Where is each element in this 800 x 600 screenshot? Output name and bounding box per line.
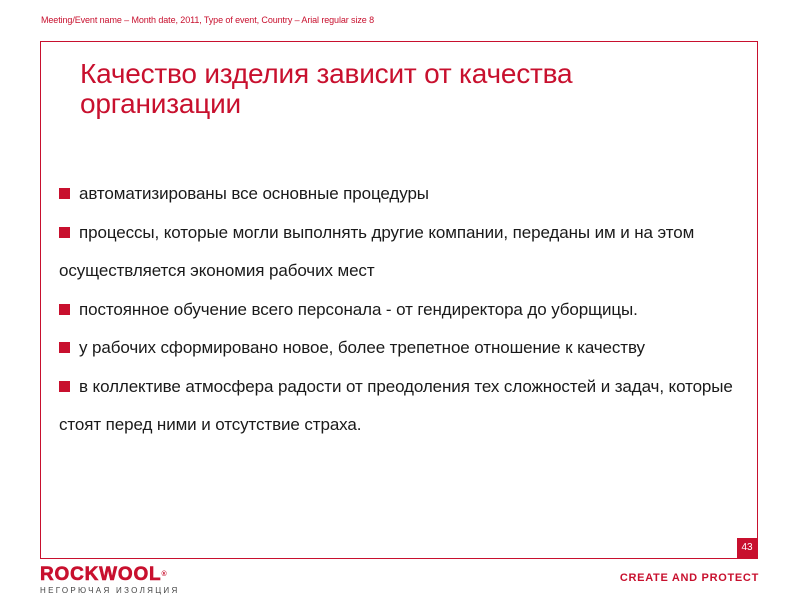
bullet-square-icon xyxy=(59,381,70,392)
bullet-square-icon xyxy=(59,188,70,199)
bullet-item xyxy=(59,175,749,214)
bullet-square-icon xyxy=(59,304,70,315)
logo-wordmark xyxy=(40,565,180,584)
bullet-item xyxy=(59,329,749,368)
bullet-item xyxy=(59,368,749,445)
rockwool-logo xyxy=(40,565,180,597)
bullet-item xyxy=(59,291,749,330)
event-meta-line: Meeting/Event name – Month date, 2011, Type of event, Country – Arial regular size 8 xyxy=(41,15,374,25)
logo-subtitle: НЕГОРЮЧАЯ ИЗОЛЯЦИЯ xyxy=(40,586,180,595)
brand-slogan: CREATE AND PROTECT xyxy=(619,572,759,584)
bullet-list xyxy=(59,175,749,445)
bullet-text: в коллективе атмосфера радости от преодоления тех сложностей и задач, которые стоят перед ними и отсутствие страха. xyxy=(59,376,733,434)
bullet-text: процессы, которые могли выполнять другие компании, переданы им и на этом осуществляется экономия рабочих мест xyxy=(59,222,695,280)
logo-text: ROCKWOOL xyxy=(40,564,162,585)
bullet-square-icon xyxy=(59,227,70,238)
page-number-badge: 43 xyxy=(737,538,757,558)
bullet-text: у рабочих сформировано новое, более трепетное отношение к качеству xyxy=(79,338,645,357)
slide-title: Качество изделия зависит от качества организации xyxy=(80,58,573,119)
slide-frame xyxy=(40,41,758,559)
bullet-text: автоматизированы все основные процедуры xyxy=(79,184,429,203)
bullet-item xyxy=(59,214,749,291)
bullet-text: постоянное обучение всего персонала - от гендиректора до уборщицы. xyxy=(79,299,638,319)
registered-mark-icon: ® xyxy=(161,571,167,578)
bullet-square-icon xyxy=(59,342,70,353)
